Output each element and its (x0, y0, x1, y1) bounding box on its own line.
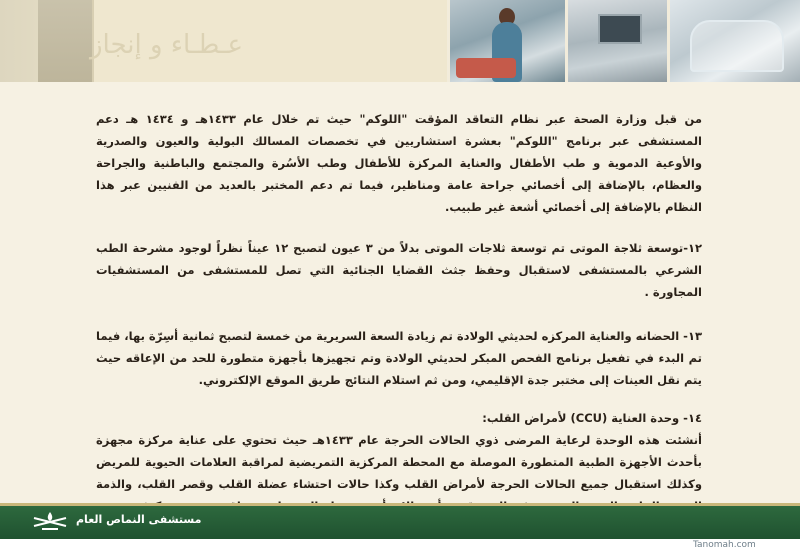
infant-bed (456, 58, 516, 78)
header-photos (447, 0, 800, 82)
header-watermark: عـطـاء و إنجاز (90, 30, 244, 60)
paragraph-ccu: أنشئت هذه الوحدة لرعاية المرضى ذوي الحالات الحرجة عام ١٤٣٣هـ حيث تحتوي على عناية مركزة مجهزة بأحدث الأجهزة الطبية المتطورة الموصلة مع المحطة المركزية التمريضية لمراقبة العلامات الحيوية للمريض وكذلك استقبال جميع الحالات الحرجة لأمراض القلب وكذا حالات احتشاء عضلة القلب وقصر القلب، والذمة (96, 433, 702, 491)
header-thumbnail (38, 0, 92, 82)
hospital-name: مستشفى النماص العام (76, 513, 202, 526)
ward-monitor (598, 14, 642, 44)
site-credit: Tanomah.com (693, 540, 756, 550)
paragraph-ccu-title: ١٤- وحدة العناية (CCU) لأمراض القلب: (482, 411, 702, 425)
paragraph-morgue: ١٢-توسعة ثلاجة الموتى تم توسعة ثلاجات الموتى بدلاً من ٣ عيون لتصبح ١٢ عيناً نظراً لوجود مشرحة الطب الشرعي بالمستشفى لاستقبال وحفظ جثث القضايا الجنائية التي تصل للمستشفى من المستشفيات المجاورة . (96, 241, 703, 299)
footer-stripe (0, 503, 800, 506)
article-body (96, 108, 702, 517)
header-banner (0, 0, 800, 82)
photo-ward (565, 0, 667, 82)
photo-nurse-nicu (447, 0, 565, 82)
paragraph-nicu: ١٣- الحضانه والعناية المركزه لحديثي الولادة تم زيادة السعة السريرية من خمسة لتصبح ثمانية أسِرّة بها، فيما تم البدء في تفعيل برنامج الفحص المبكر لحديثي الولادة وتم تجهيزها بأجهزة متطورة للحد من الإعاقه حيث يتم نقل العينات إلى مختبر جدة الإقليمي، ومن ثم استلام النتائج طريق الموقع الإلكتروني. (96, 329, 702, 387)
footer-bottom-strip (0, 539, 800, 556)
photo-incubator (667, 0, 800, 82)
incubator-shape (690, 20, 784, 72)
paragraph-locum: من قبل وزارة الصحة عبر نظام التعاقد المؤقت "اللوكم" حيث تم خلال عام ١٤٣٣هـ و ١٤٣٤ هـ دعم المستشفى عبر برنامج "اللوكم" بعشرة استشاريين في تخصصات المسالك البولية والعيون والصدرية والأوعية الدموية و طب الأطفال والعناية المركزة للأطفال وطب الأسُرة والمجتمع والباطنية والجراحة والعظام، بالإضافة إلى أخصائي جراحة عامة ومناظير، فيما تم دعم المختبر بالعديد من الفنيين عبر هذا النظام بالإضافة إلى أخصائي أشعة غير طبيب. (96, 112, 703, 214)
ministry-logo-icon (30, 510, 70, 532)
header-left-panel (0, 0, 94, 82)
